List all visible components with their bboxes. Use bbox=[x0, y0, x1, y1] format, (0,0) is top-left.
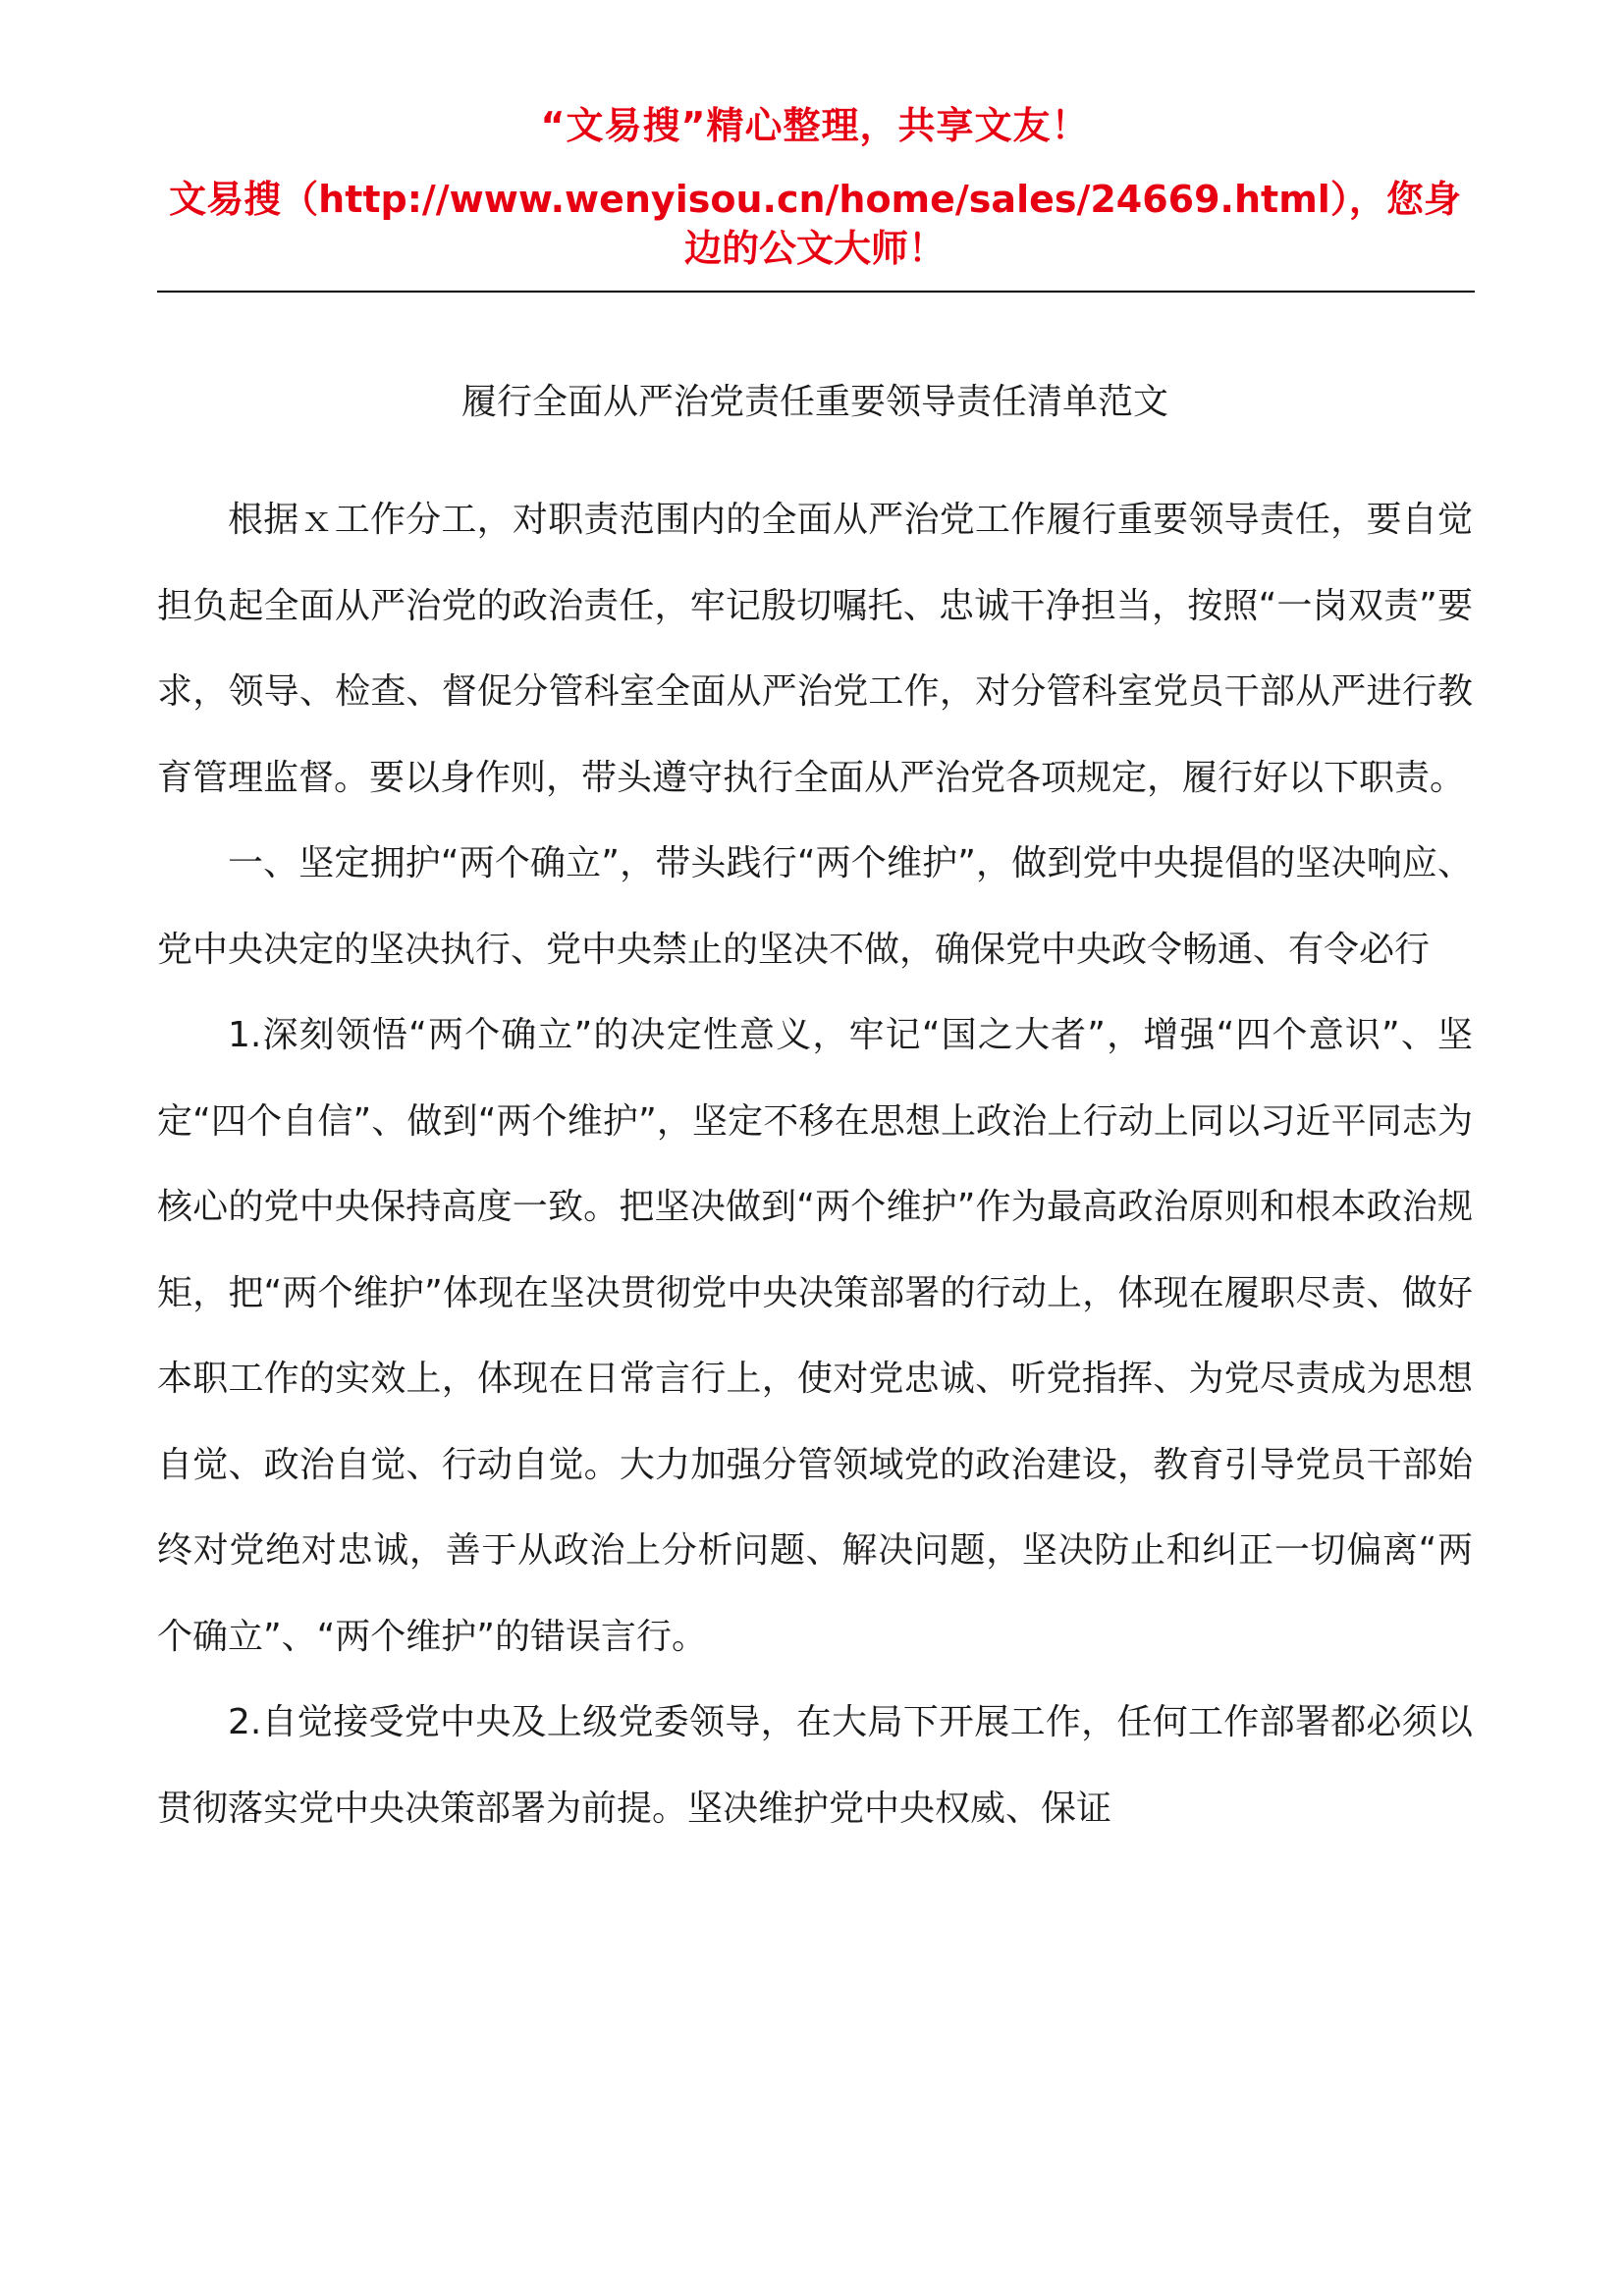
body-paragraph: 根据ｘ工作分工，对职责范围内的全面从严治党工作履行重要领导责任，要自觉担负起全面从严治党的政治责任，牢记殷切嘱托、忠诚干净担当，按照“一岗双责”要求，领导、检查、督促分管科室全面从严治党工作，对分管科室党员干部从严进行教育管理监督。要以身作则，带头遵守执行全面从严治党各项规定，履行好以下职责。 bbox=[157, 500, 1473, 798]
document-title: 履行全面从严治党责任重要领导责任清单范文 bbox=[460, 382, 1168, 422]
promo-header-line-1: “文易搜”精心整理，共享文友！ bbox=[540, 104, 1090, 147]
body-paragraph: 2.自觉接受党中央及上级党委领导，在大局下开展工作，任何工作部署都必须以贯彻落实党中央决策部署为前提。坚决维护党中央权威、保证 bbox=[157, 1702, 1473, 1829]
promo-header-line-2: 文易搜（http://www.wenyisou.cn/home/sales/24669.html），您身边的公文大师！ bbox=[169, 178, 1461, 270]
header-divider bbox=[157, 291, 1475, 293]
body-paragraph: 一、坚定拥护“两个确立”，带头践行“两个维护”，做到党中央提倡的坚决响应、党中央决定的坚决执行、党中央禁止的坚决不做，确保党中央政令畅通、有令必行 bbox=[157, 843, 1473, 970]
document-body bbox=[157, 477, 1473, 1851]
body-paragraph: 1.深刻领悟“两个确立”的决定性意义，牢记“国之大者”，增强“四个意识”、坚定“四个自信”、做到“两个维护”，坚定不移在思想上政治上行动上同以习近平同志为核心的党中央保持高度一致。把坚决做到“两个维护”作为最高政治原则和根本政治规矩，把“两个维护”体现在坚决贯彻党中央决策部署的行动上，体现在履职尽责、做好本职工作的实效上，体现在日常言行上，使对党忠诚、听党指挥、为党尽责成为思想自觉、政治自觉、行动自觉。大力加强分管领域党的政治建设，教育引导党员干部始终对党绝对忠诚，善于从政治上分析问题、解决问题，坚决防止和纠正一切偏离“两个确立”、“两个维护”的错误言行。 bbox=[157, 1015, 1473, 1657]
promo-header bbox=[157, 98, 1473, 273]
